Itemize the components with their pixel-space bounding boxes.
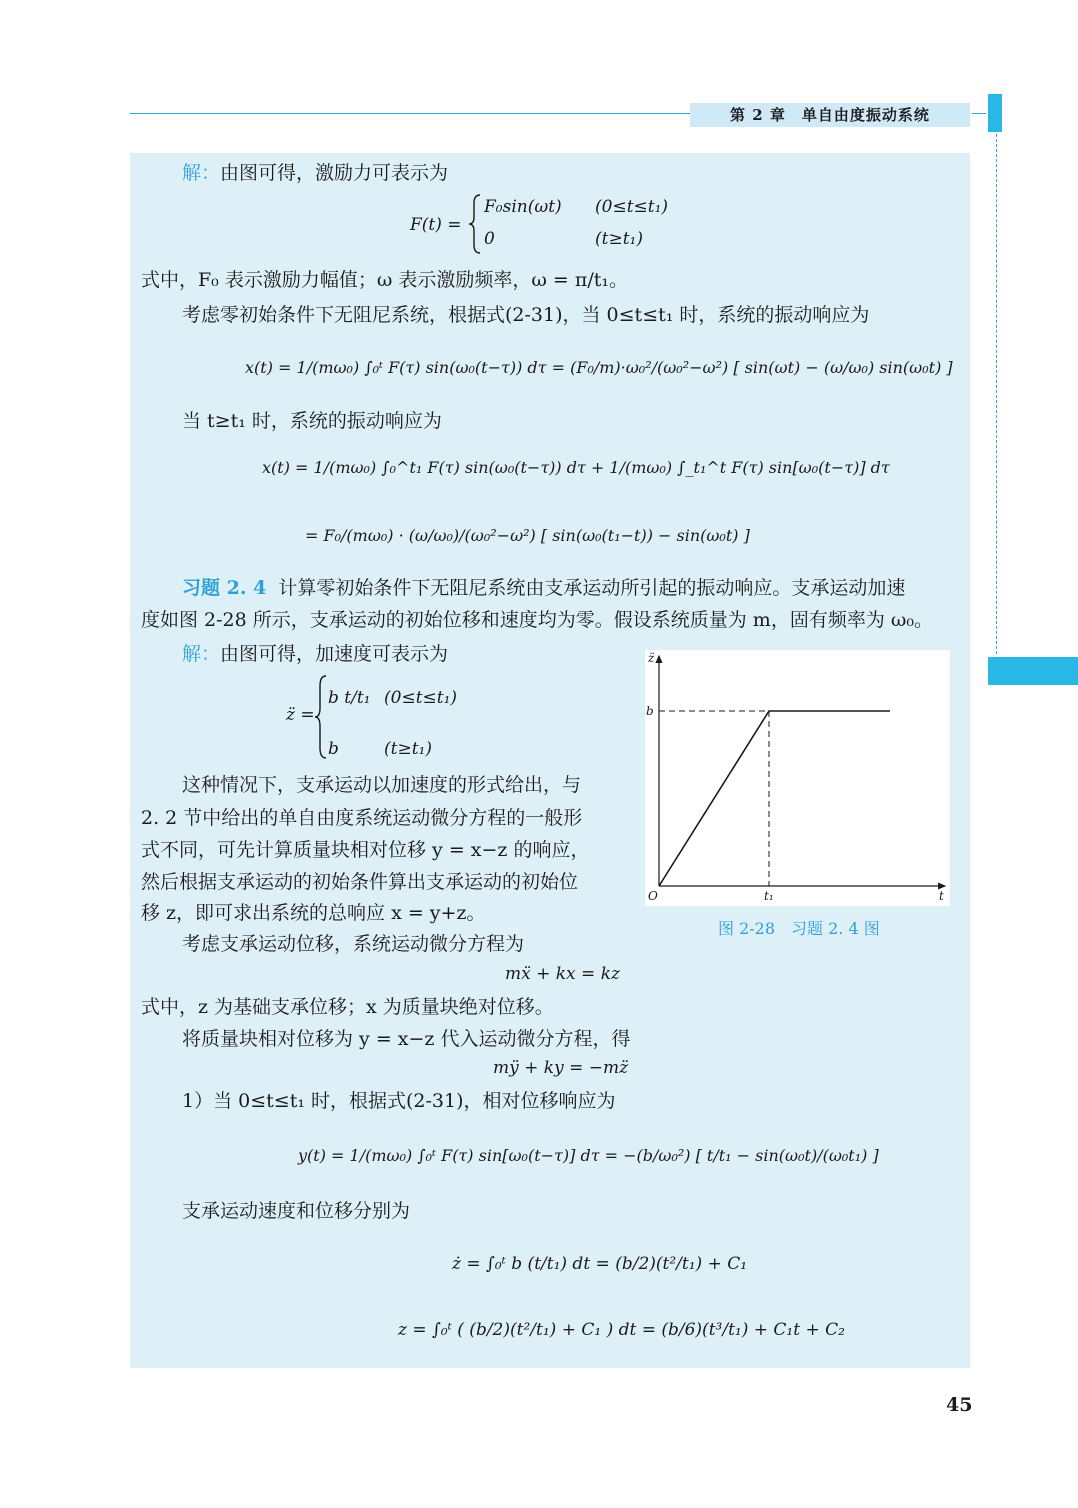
formula-z-cond2: (t≥t₁) xyxy=(384,739,432,759)
origin-label: O xyxy=(648,889,658,903)
formula-z-lhs: z̈ = xyxy=(286,705,315,725)
paragraph-line-2: 2. 2 节中给出的单自由度系统运动微分方程的一般形 xyxy=(141,807,583,829)
paragraph-line-4: 然后根据支承运动的初始条件算出支承运动的初始位 xyxy=(141,871,579,893)
margin-dashed-line xyxy=(996,134,997,654)
x-axis-label: t xyxy=(939,889,944,903)
formula-z-cond1: (0≤t≤t₁) xyxy=(384,688,458,708)
consider-line-1: 考虑零初始条件下无阻尼系统，根据式(2-31)，当 0≤t≤t₁ 时，系统的振动响应为 xyxy=(182,304,870,326)
formula-eom-1: mẍ + kx = kz xyxy=(505,964,620,984)
brace-F xyxy=(468,193,482,255)
solution-2 xyxy=(182,641,448,667)
acceleration-plot xyxy=(645,650,950,906)
paragraph-line-1: 这种情况下，支承运动以加速度的形式给出，与 xyxy=(182,774,582,796)
formula-F-lhs: F(t) = xyxy=(410,215,462,235)
formula-z-case2: b xyxy=(328,739,339,759)
exercise-line-b: 度如图 2-28 所示，支承运动的初始位移和速度均为零。假设系统质量为 m，固有频率为 ω₀。 xyxy=(141,609,933,631)
velocity-displacement-line: 支承运动速度和位移分别为 xyxy=(182,1200,411,1222)
formula-eom-2: mÿ + ky = −mz̈ xyxy=(493,1058,629,1078)
t1-tick-label: t₁ xyxy=(764,889,774,903)
substitute-line: 将质量块相对位移为 y = x−z 代入运动微分方程，得 xyxy=(182,1028,631,1050)
acceleration-curve xyxy=(659,711,890,886)
formula-F-cond2: (t≥t₁) xyxy=(595,229,643,249)
page-number: 45 xyxy=(946,1394,973,1416)
chapter-header: 第 2 章 单自由度振动系统 xyxy=(690,103,970,127)
exercise-text-a: 计算零初始条件下无阻尼系统由支承运动所引起的振动响应。支承运动加速 xyxy=(278,577,906,599)
exercise-label: 习题 2. 4 xyxy=(182,577,267,599)
formula-x1: x(t) = 1/(mω₀) ∫₀ᵗ F(τ) sin(ω₀(t−τ)) dτ = (F₀/m)·ω₀²/(ω₀²−ω²) [ sin(ωt) − (ω/ω₀) sin(ω₀t) ] xyxy=(245,358,953,377)
formula-x2: x(t) = 1/(mω₀) ∫₀^t₁ F(τ) sin(ω₀(t−τ)) dτ + 1/(mω₀) ∫_t₁^t F(τ) sin[ω₀(t−τ)] dτ xyxy=(262,458,890,477)
paragraph-line-5: 移 z，即可求出系统的总响应 x = y+z。 xyxy=(141,902,486,924)
where-line-2: 式中，z 为基础支承位移；x 为质量块绝对位移。 xyxy=(141,996,554,1018)
b-tick-label: b xyxy=(646,704,654,718)
solution-1 xyxy=(182,160,448,186)
solution-label: 解： xyxy=(182,162,221,184)
header-rule-end xyxy=(972,113,986,114)
paragraph-line-3: 式不同，可先计算质量块相对位移 y = x−z 的响应， xyxy=(141,839,590,861)
solution-text: 由图可得，激励力可表示为 xyxy=(220,162,449,184)
figure-2-28 xyxy=(645,650,950,906)
formula-x3: = F₀/(mω₀) · (ω/ω₀)/(ω₀²−ω²) [ sin(ω₀(t₁−t)) − sin(ω₀t) ] xyxy=(305,526,750,545)
exercise-line-a xyxy=(182,575,905,601)
consider-line-2: 考虑支承运动位移，系统运动微分方程为 xyxy=(182,933,525,955)
header-bar xyxy=(988,94,1002,132)
solution-label: 解： xyxy=(182,643,221,665)
where-line-1: 式中，F₀ 表示激励力幅值；ω 表示激励频率，ω = π/t₁。 xyxy=(141,269,629,291)
when-line: 当 t≥t₁ 时，系统的振动响应为 xyxy=(182,410,442,432)
formula-z: z = ∫₀ᵗ ( (b/2)(t²/t₁) + C₁ ) dt = (b/6)(t³/t₁) + C₁t + C₂ xyxy=(398,1320,845,1340)
formula-F-case2: 0 xyxy=(484,229,495,249)
formula-z-dot: ż = ∫₀ᵗ b (t/t₁) dt = (b/2)(t²/t₁) + C₁ xyxy=(452,1254,748,1274)
side-thumb-tab xyxy=(988,657,1078,685)
brace-z xyxy=(314,674,328,760)
y-axis-label: z̈ xyxy=(648,651,655,665)
step-1-line: 1）当 0≤t≤t₁ 时，根据式(2-31)，相对位移响应为 xyxy=(182,1090,616,1112)
figure-caption: 图 2-28 习题 2. 4 图 xyxy=(718,919,880,938)
header-rule xyxy=(130,113,690,114)
formula-z-case1: b t/t₁ xyxy=(328,688,371,708)
solution-text: 由图可得，加速度可表示为 xyxy=(220,643,449,665)
formula-F-cond1: (0≤t≤t₁) xyxy=(595,197,669,217)
formula-y: y(t) = 1/(mω₀) ∫₀ᵗ F(τ) sin[ω₀(t−τ)] dτ = −(b/ω₀²) [ t/t₁ − sin(ω₀t)/(ω₀t₁) ] xyxy=(298,1146,879,1165)
formula-F-case1: F₀sin(ωt) xyxy=(484,197,562,217)
